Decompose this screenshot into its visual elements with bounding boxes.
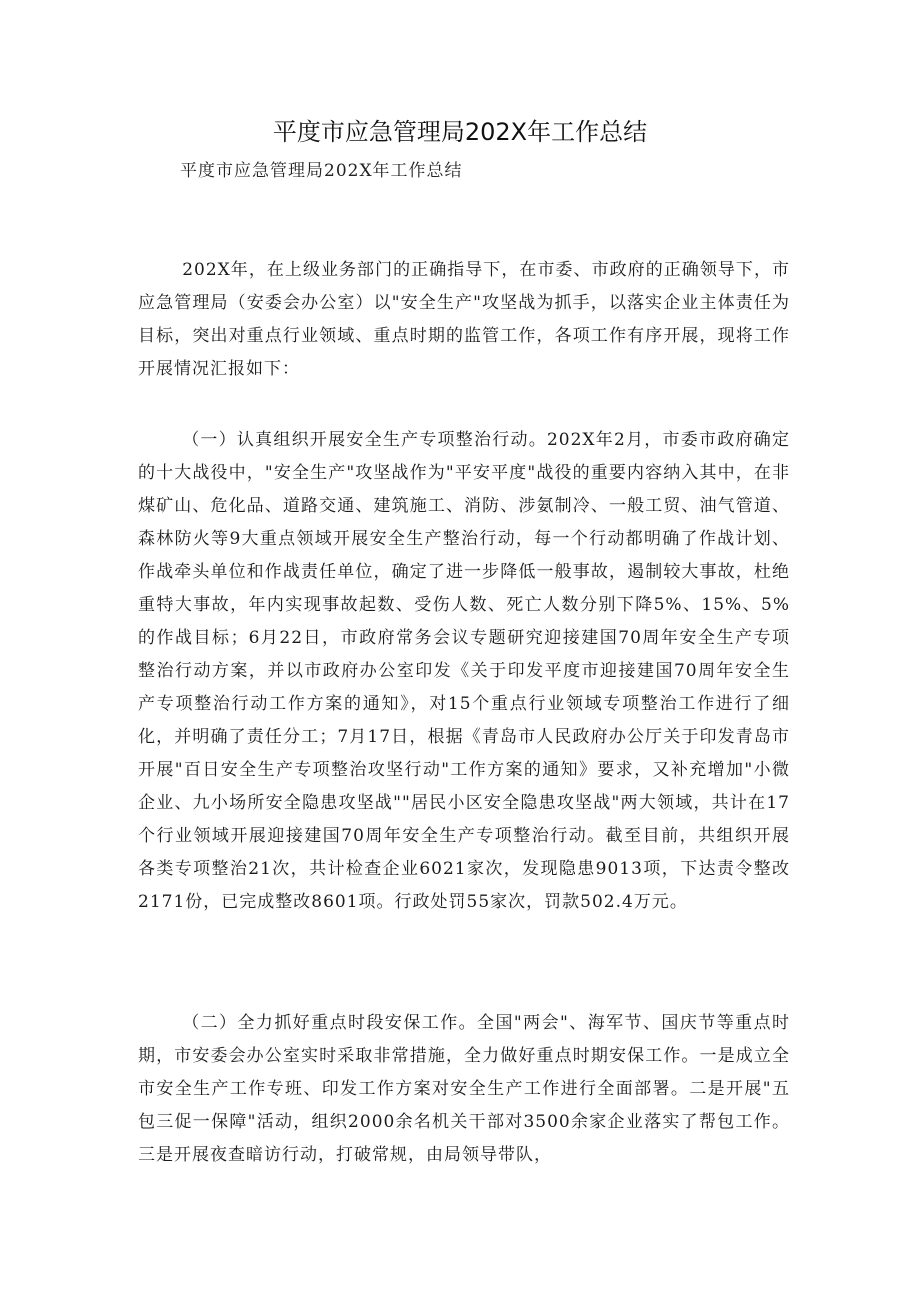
document-subtitle: 平度市应急管理局202X年工作总结 — [180, 161, 463, 181]
intro-paragraph: 202X年，在上级业务部门的正确指导下，在市委、市政府的正确领导下，市应急管理局（安委会办公室）以"安全生产"攻坚战为抓手，以落实企业主体责任为目标，突出对重点行业领域、重点时期的监管工作，各项工作有序开展，现将工作开展情况汇报如下： — [138, 260, 790, 379]
section-two-paragraph: （二）全力抓好重点时段安保工作。全国"两会"、海军节、国庆节等重点时期，市安委会办公室实时采取非常措施，全力做好重点时期安保工作。一是成立全市安全生产工作专班、印发工作方案对安全生产工作进行全面部署。二是开展"五包三促一保障"活动，组织2000余名机关干部对3500余家企业落实了帮包工作。三是开展夜查暗访行动，打破常规，由局领导带队， — [138, 1013, 790, 1165]
page-title: 平度市应急管理局202X年工作总结 — [272, 118, 648, 146]
section-one-paragraph: （一）认真组织开展安全生产专项整治行动。202X年2月，市委市政府确定的十大战役中，"安全生产"攻坚战作为"平安平度"战役的重要内容纳入其中，在非煤矿山、危化品、道路交通、建筑施工、消防、涉氨制冷、一般工贸、油气管道、森林防火等9大重点领域开展安全生产整治行动，每一个行动都明确了作战计划、作战牵头单位和作战责任单位，确定了进一步降低一般事故，遏制较大事故，杜绝重特大事故，年内实现事故起数、受伤人数、死亡人数分别下降5%、15%、5%的作战目标；6月22日，市政府常务会议专题研究迎接建国70周年安全生产专项整治行动方案，并以市政府办公室印发《关于印发平度市迎接建国70周年安全生产专项整治行动工作方案的通知》，对15个重点行业领域专项整治工作进行了细化，并明确了责任分工；7月17日，根据《青岛市人民政府办公厅关于印发青岛市开展"百日安全生产专项整治攻坚行动"工作方案的通知》要求，又补充增加"小微企业、九小场所安全隐患攻坚战""居民小区安全隐患攻坚战"两大领域，共计在17个行业领域开展迎接建国70周年安全生产专项整治行动。截至目前，共组织开展各类专项整治21次，共计检查企业6021家次，发现隐患9013项，下达责令整改2171份，已完成整改8601项。行政处罚55家次，罚款502.4万元。 — [138, 430, 790, 912]
